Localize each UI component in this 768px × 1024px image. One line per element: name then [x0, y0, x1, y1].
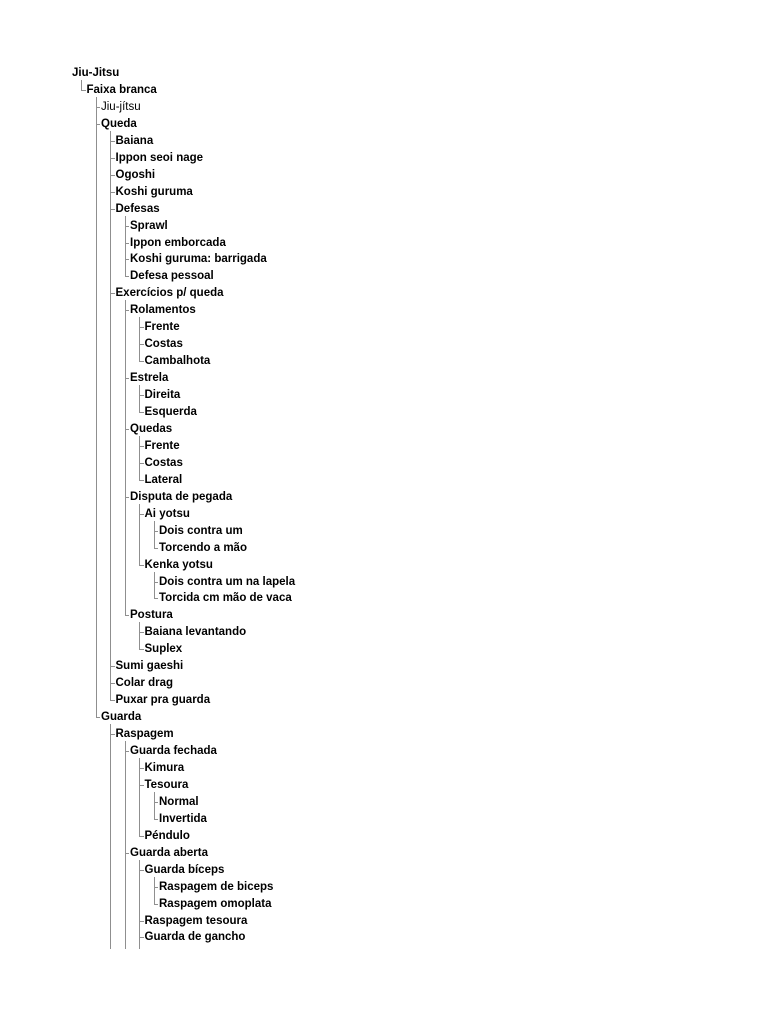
tree-node[interactable]: Baiana [115, 134, 154, 147]
tree-node[interactable]: Raspagem omoplata [159, 897, 272, 910]
tree-connector-branch [110, 683, 115, 684]
tree-node[interactable]: Torcendo a mão [159, 541, 247, 554]
tree-connector-branch [125, 226, 130, 227]
tree-connector-branch [139, 836, 144, 837]
tree-connector-branch [125, 751, 130, 752]
tree-node[interactable]: Raspagem [115, 728, 174, 741]
tree-connector-vertical [139, 317, 140, 361]
tree-connector-branch [154, 598, 159, 599]
tree-connector-branch [139, 785, 144, 786]
tree-node[interactable]: Invertida [159, 812, 207, 825]
tree-connector-branch [154, 802, 159, 803]
tree-node[interactable]: Jiu-Jitsu [72, 67, 120, 79]
tree-connector-vertical [154, 572, 155, 599]
tree-node[interactable]: Estrela [130, 372, 169, 385]
tree-node[interactable]: Colar drag [115, 677, 174, 690]
tree-connector-branch [139, 327, 144, 328]
tree-node[interactable]: Dois contra um na lapela [159, 575, 296, 588]
tree-connector-vertical [139, 758, 140, 836]
tree-connector-branch [154, 904, 159, 905]
tree-connector-branch [139, 649, 144, 650]
tree-connector-branch [81, 90, 86, 91]
tree-node[interactable]: Sprawl [130, 219, 168, 232]
tree-node[interactable]: Sumi gaeshi [115, 660, 184, 673]
tree-connector-branch [110, 734, 115, 735]
tree-node[interactable]: Normal [159, 795, 199, 808]
tree-node[interactable]: Jiu-jítsu [101, 100, 141, 113]
tree-connector-branch [139, 344, 144, 345]
tree-connector-branch [110, 158, 115, 159]
tree-connector-vertical [139, 860, 140, 949]
tree-node[interactable]: Postura [130, 609, 173, 622]
tree-connector-vertical [96, 97, 97, 717]
tree-connector-branch [139, 565, 144, 566]
tree-connector-branch [125, 310, 130, 311]
tree-connector-branch [139, 463, 144, 464]
tree-node[interactable]: Puxar pra guarda [115, 694, 211, 707]
tree-connector-branch [96, 717, 101, 718]
tree-connector-vertical [139, 385, 140, 412]
tree-connector-branch [125, 853, 130, 854]
tree-node[interactable]: Baiana levantando [144, 626, 247, 639]
tree-connector-branch [125, 243, 130, 244]
tree-node[interactable]: Guarda [101, 711, 142, 724]
tree-connector-branch [154, 887, 159, 888]
tree-connector-vertical [110, 131, 111, 700]
tree-connector-branch [139, 937, 144, 938]
tree-node[interactable]: Direita [144, 389, 181, 402]
tree-connector-branch [139, 395, 144, 396]
tree-connector-branch [154, 548, 159, 549]
tree-node[interactable]: Koshi guruma [115, 185, 193, 198]
tree-connector-vertical [154, 521, 155, 548]
tree-connector-branch [139, 870, 144, 871]
tree-connector-branch [110, 192, 115, 193]
tree-connector-vertical [110, 724, 111, 949]
tree-connector-branch [154, 582, 159, 583]
tree-node[interactable]: Kimura [144, 761, 185, 774]
tree-connector-branch [110, 700, 115, 701]
tree-node[interactable]: Guarda bíceps [144, 863, 225, 876]
tree-node[interactable]: Ippon emborcada [130, 236, 226, 249]
tree-connector-branch [110, 666, 115, 667]
tree-node[interactable]: Queda [101, 117, 137, 130]
tree-connector-branch [110, 293, 115, 294]
tree-connector-branch [125, 497, 130, 498]
tree-connector-branch [139, 361, 144, 362]
tree-connector-branch [125, 259, 130, 260]
tree-node[interactable]: Guarda fechada [130, 745, 217, 757]
tree-connector-branch [139, 514, 144, 515]
tree-connector-branch [110, 209, 115, 210]
tree-node[interactable]: Costas [144, 456, 183, 469]
tree-node[interactable]: Torcida cm mão de vaca [159, 592, 292, 605]
tree-connector-branch [125, 378, 130, 379]
tree-connector-branch [125, 276, 130, 277]
tree-connector-vertical [125, 300, 126, 615]
tree-node[interactable]: Kenka yotsu [144, 558, 213, 571]
tree-node[interactable]: Frente [144, 439, 180, 452]
tree-node[interactable]: Guarda de gancho [144, 931, 246, 944]
tree-connector-vertical [139, 436, 140, 480]
tree-node[interactable]: Frente [144, 321, 180, 334]
tree-node[interactable]: Lateral [144, 473, 183, 486]
tree-connector-branch [125, 429, 130, 430]
tree-connector-branch [154, 819, 159, 820]
tree-connector-branch [139, 921, 144, 922]
tree-connector-branch [139, 480, 144, 481]
tree-node[interactable]: Defesa pessoal [130, 270, 214, 283]
tree-connector-branch [125, 615, 130, 616]
tree-connector-branch [139, 768, 144, 769]
tree-node[interactable]: Raspagem tesoura [144, 914, 248, 927]
tree-node[interactable]: Costas [144, 338, 183, 351]
tree-node[interactable]: Dois contra um [159, 524, 243, 537]
tree-node[interactable]: Koshi guruma: barrigada [130, 253, 267, 266]
tree-node[interactable]: Ai yotsu [144, 507, 190, 520]
tree-node[interactable]: Suplex [144, 643, 183, 656]
tree-connector-branch [96, 124, 101, 125]
tree-connector-branch [110, 175, 115, 176]
tree-connector-branch [139, 632, 144, 633]
tree-connector-vertical [125, 741, 126, 949]
tree-connector-branch [139, 412, 144, 413]
tree-node[interactable]: Disputa de pegada [130, 490, 233, 503]
tree-node[interactable]: Cambalhota [144, 355, 211, 368]
tree-node[interactable]: Quedas [130, 422, 173, 435]
tree-node[interactable]: Ippon seoi nage [115, 151, 204, 164]
tree-connector-branch [110, 141, 115, 142]
tree-node[interactable]: Péndulo [144, 829, 190, 842]
tree-node[interactable]: Ogoshi [115, 168, 156, 181]
tree-connector-vertical [139, 622, 140, 649]
tree-node[interactable]: Defesas [115, 202, 160, 215]
tree-node[interactable]: Rolamentos [130, 304, 196, 317]
tree-connector-vertical [81, 80, 82, 90]
tree-connector-branch [154, 531, 159, 532]
tree-connector-branch [139, 446, 144, 447]
tree-node[interactable]: Guarda aberta [130, 846, 208, 859]
tree-connector-branch [96, 107, 101, 108]
tree-connector-vertical [154, 877, 155, 904]
tree-node[interactable]: Tesoura [144, 778, 189, 791]
tree-node[interactable]: Exercícios p/ queda [115, 287, 224, 300]
tree-node[interactable]: Esquerda [144, 406, 197, 418]
tree-connector-vertical [154, 792, 155, 819]
tree-node[interactable]: Raspagem de biceps [159, 880, 274, 893]
tree-node[interactable]: Faixa branca [86, 83, 157, 96]
